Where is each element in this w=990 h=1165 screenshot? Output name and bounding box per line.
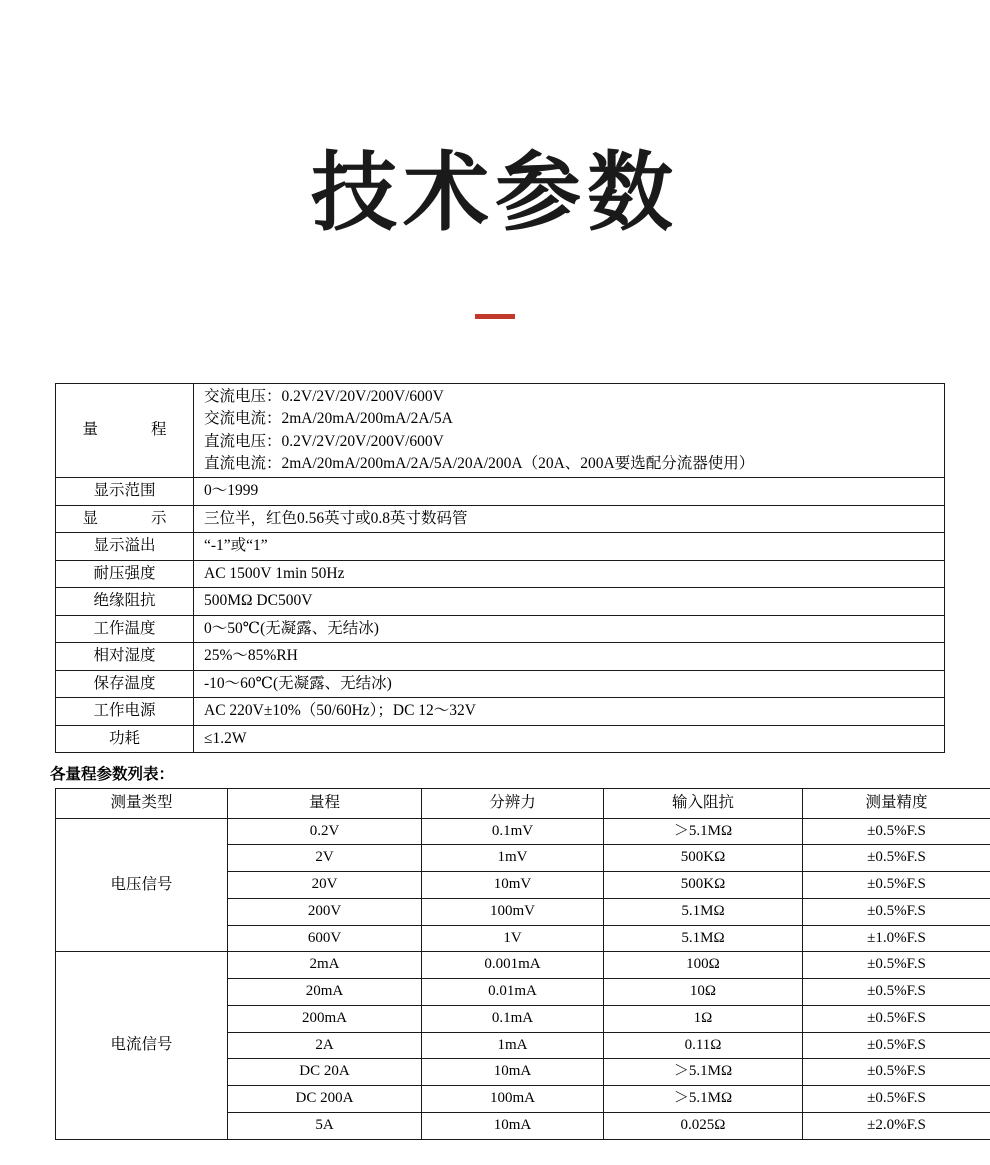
range-value: 200mA [228, 1005, 422, 1032]
range-value: 600V [228, 925, 422, 952]
resolution-value: 10mA [422, 1059, 604, 1086]
spec-label: 显 示 [56, 505, 194, 532]
spec-value: ≤1.2W [194, 725, 945, 752]
resolution-value: 10mV [422, 872, 604, 899]
accuracy-value: ±0.5%F.S [803, 1005, 990, 1032]
impedance-value: 0.11Ω [604, 1032, 803, 1059]
accuracy-value: ±0.5%F.S [803, 872, 990, 899]
title-divider-wrap [0, 314, 990, 319]
bottom-spacer [0, 1140, 990, 1165]
impedance-value: 100Ω [604, 952, 803, 979]
table-row [56, 818, 990, 845]
impedance-value: ＞5.1MΩ [604, 1086, 803, 1113]
accuracy-value: ±0.5%F.S [803, 1059, 990, 1086]
spec-label: 显示溢出 [56, 533, 194, 560]
column-header-range: 量程 [228, 789, 422, 818]
spec-value: 0～1999 [194, 478, 945, 505]
resolution-value: 0.01mA [422, 979, 604, 1006]
signal-type-voltage: 电压信号 [56, 818, 228, 952]
accuracy-value: ±0.5%F.S [803, 1032, 990, 1059]
accuracy-value: ±0.5%F.S [803, 979, 990, 1006]
resolution-value: 1mA [422, 1032, 604, 1059]
spec-label: 保存温度 [56, 670, 194, 697]
range-value: 2V [228, 845, 422, 872]
accuracy-value: ±0.5%F.S [803, 845, 990, 872]
spec-table [55, 383, 945, 754]
impedance-value: 10Ω [604, 979, 803, 1006]
range-value: 2mA [228, 952, 422, 979]
impedance-value: ＞5.1MΩ [604, 818, 803, 845]
table-row [56, 670, 945, 697]
range-value: 5A [228, 1112, 422, 1139]
spec-value-line: 直流电流：2mA/20mA/200mA/2A/5A/20A/200A（20A、200A要选配分流器使用） [204, 453, 938, 475]
table-row [56, 478, 945, 505]
spec-value: 0～50℃(无凝露、无结冰) [194, 615, 945, 642]
range-value: DC 200A [228, 1086, 422, 1113]
spec-value: 三位半，红色0.56英寸或0.8英寸数码管 [194, 505, 945, 532]
spec-page [0, 58, 990, 1165]
spec-value-line: 直流电压：0.2V/2V/20V/200V/600V [204, 431, 938, 453]
spec-value [194, 383, 945, 478]
spec-value: AC 220V±10%（50/60Hz）；DC 12～32V [194, 698, 945, 725]
resolution-value: 0.1mA [422, 1005, 604, 1032]
resolution-value: 100mA [422, 1086, 604, 1113]
spec-value: 25%～85%RH [194, 643, 945, 670]
resolution-value: 0.1mV [422, 818, 604, 845]
spec-value-line: 交流电流：2mA/20mA/200mA/2A/5A [204, 408, 938, 430]
range-value: 200V [228, 898, 422, 925]
spec-label: 绝缘阻抗 [56, 588, 194, 615]
ranges-caption: 各量程参数列表： [50, 762, 990, 784]
spec-label: 功耗 [56, 725, 194, 752]
spec-label: 量 程 [56, 383, 194, 478]
impedance-value: 5.1MΩ [604, 925, 803, 952]
resolution-value: 0.001mA [422, 952, 604, 979]
impedance-value: 500KΩ [604, 845, 803, 872]
column-header-accuracy: 测量精度 [803, 789, 990, 818]
impedance-value: 1Ω [604, 1005, 803, 1032]
impedance-value: 0.025Ω [604, 1112, 803, 1139]
impedance-value: 500KΩ [604, 872, 803, 899]
spec-table-wrap [55, 383, 945, 754]
table-row [56, 615, 945, 642]
spec-label: 相对湿度 [56, 643, 194, 670]
spec-label: 工作温度 [56, 615, 194, 642]
spec-value: -10～60℃(无凝露、无结冰) [194, 670, 945, 697]
table-row [56, 533, 945, 560]
resolution-value: 10mA [422, 1112, 604, 1139]
title-divider [475, 314, 515, 319]
accuracy-value: ±0.5%F.S [803, 898, 990, 925]
accuracy-value: ±0.5%F.S [803, 1086, 990, 1113]
column-header-resolution: 分辨力 [422, 789, 604, 818]
table-row [56, 383, 945, 478]
impedance-value: 5.1MΩ [604, 898, 803, 925]
table-row [56, 643, 945, 670]
ranges-table [55, 788, 990, 1139]
table-row [56, 588, 945, 615]
column-header-impedance: 输入阻抗 [604, 789, 803, 818]
accuracy-value: ±2.0%F.S [803, 1112, 990, 1139]
range-value: 2A [228, 1032, 422, 1059]
range-value: 0.2V [228, 818, 422, 845]
accuracy-value: ±0.5%F.S [803, 818, 990, 845]
table-row [56, 952, 990, 979]
spec-label: 显示范围 [56, 478, 194, 505]
spec-label: 耐压强度 [56, 560, 194, 587]
resolution-value: 100mV [422, 898, 604, 925]
spec-value: “-1”或“1” [194, 533, 945, 560]
page-title: 技术参数 [0, 58, 990, 236]
table-row [56, 698, 945, 725]
ranges-table-wrap [55, 788, 945, 1139]
accuracy-value: ±0.5%F.S [803, 952, 990, 979]
spec-value: 500MΩ DC500V [194, 588, 945, 615]
signal-type-current: 电流信号 [56, 952, 228, 1139]
impedance-value: ＞5.1MΩ [604, 1059, 803, 1086]
column-header-type: 测量类型 [56, 789, 228, 818]
table-row [56, 505, 945, 532]
resolution-value: 1mV [422, 845, 604, 872]
table-header-row [56, 789, 990, 818]
table-row [56, 725, 945, 752]
resolution-value: 1V [422, 925, 604, 952]
table-row [56, 560, 945, 587]
spec-value-line: 交流电压：0.2V/2V/20V/200V/600V [204, 386, 938, 408]
range-value: 20mA [228, 979, 422, 1006]
spec-label: 工作电源 [56, 698, 194, 725]
range-value: 20V [228, 872, 422, 899]
accuracy-value: ±1.0%F.S [803, 925, 990, 952]
range-value: DC 20A [228, 1059, 422, 1086]
spec-value: AC 1500V 1min 50Hz [194, 560, 945, 587]
